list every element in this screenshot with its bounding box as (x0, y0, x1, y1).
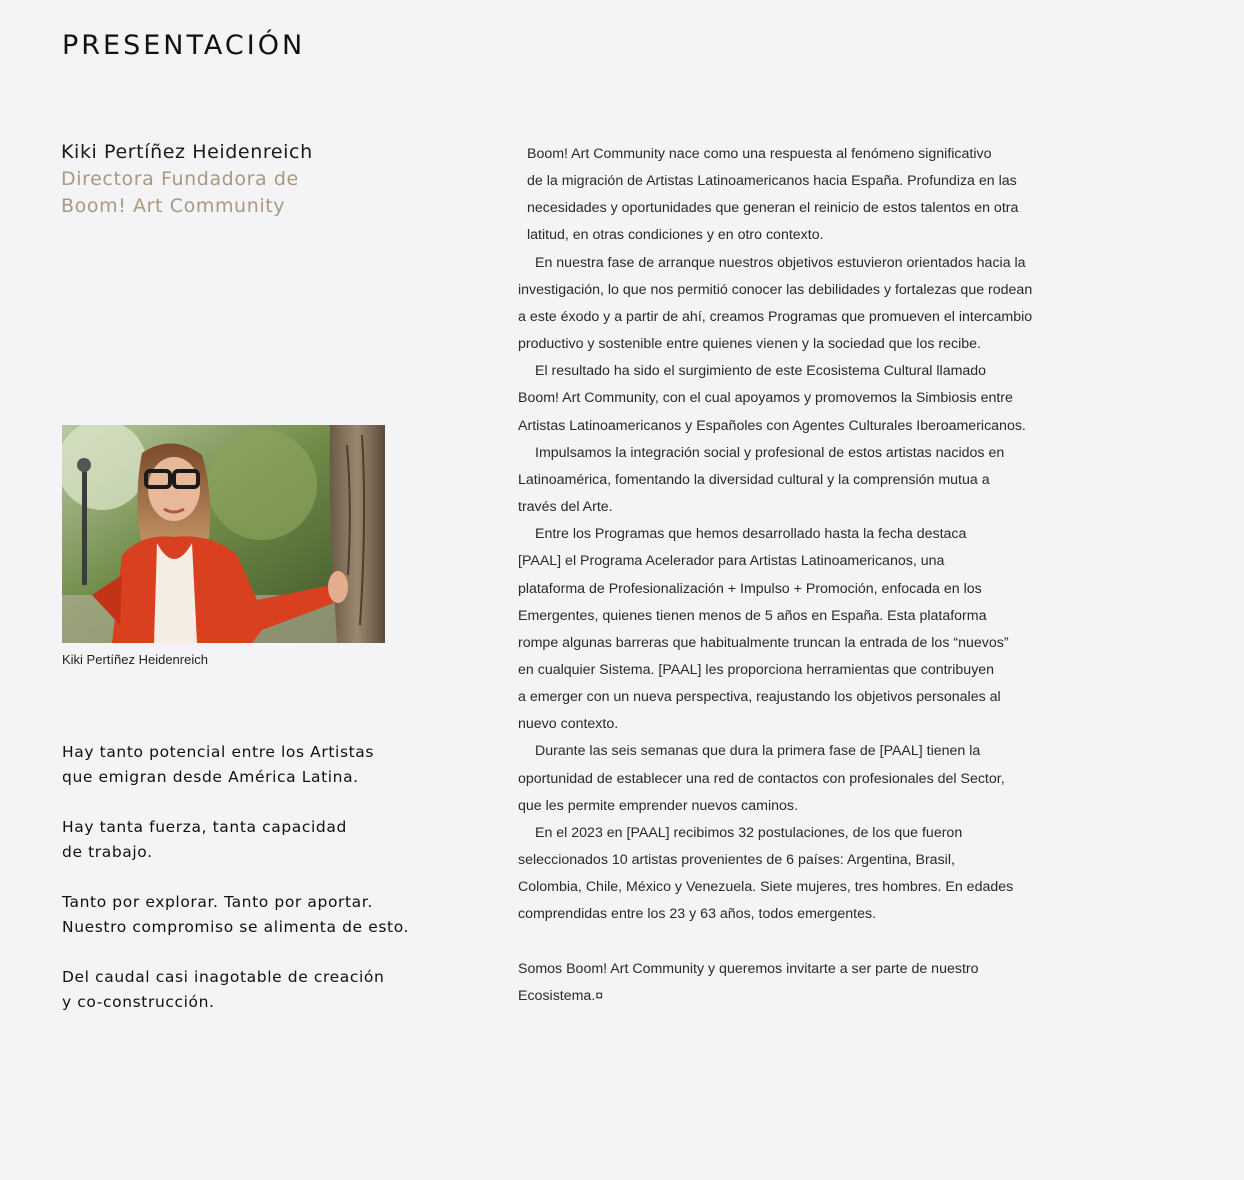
photo-caption: Kiki Pertíñez Heidenreich (62, 652, 208, 667)
author-role: Directora Fundadora de Boom! Art Community (61, 168, 299, 217)
quote: Del caudal casi inagotable de creación y co-construcción. (62, 968, 385, 1011)
body-paragraph: Boom! Art Community nace como una respuesta al fenómeno significativo de la migración de Artistas Latinoamericanos hacia España. Profundiza en las necesidades y oportunidades que generan el reinicio de estos talentos en otra latitud, en otras condiciones y en otro contexto. (527, 146, 1019, 244)
author-photo (62, 425, 385, 643)
quote: Hay tanto potencial entre los Artistas que emigran desde América Latina. (62, 743, 375, 786)
body-paragraph: Impulsamos la integración social y profesional de estos artistas nacidos en Latinoamérica, fomentando la diversidad cultural y la comprensión mutua a través del Arte. (518, 444, 1005, 516)
author-name: Kiki Pertíñez Heidenreich (61, 141, 313, 163)
quote: Tanto por explorar. Tanto por aportar. Nuestro compromiso se alimenta de esto. (62, 893, 410, 936)
author-block (61, 139, 313, 220)
body-paragraph: Entre los Programas que hemos desarrollado hasta la fecha destaca [PAAL] el Programa Acelerador para Artistas Latinoamericanos, una plataforma de Profesionalización + Impulso + Promoción, enfocada en los Emergentes, quienes tienen menos de 5 años en España. Esta plataforma rompe algunas barreras que habitualmente truncan la entrada de los “nuevos” en cualquier Sistema. [PAAL] les proporciona herramientas que contribuyen a emerger con un nueva perspectiva, reajustando los objetivos personales al nuevo contexto. (518, 526, 1009, 733)
body-paragraph: En el 2023 en [PAAL] recibimos 32 postulaciones, de los que fueron seleccionados 10 artistas provenientes de 6 países: Argentina, Brasil, Colombia, Chile, México y Venezuela. Siete mujeres, tres hombres. En edades comprendidas entre los 23 y 63 años, todos emergentes. (518, 824, 1014, 923)
body-text (518, 141, 1063, 1010)
quote: Hay tanta fuerza, tanta capacidad de trabajo. (62, 818, 347, 861)
body-paragraph: En nuestra fase de arranque nuestros objetivos estuvieron orientados hacia la investigación, lo que nos permitió conocer las debilidades y fortalezas que rodean a este éxodo y a partir de ahí, creamos Programas que promueven el intercambio productivo y sostenible entre quienes vienen y la sociedad que los recibe. (518, 254, 1033, 353)
page-title: PRESENTACIÓN (62, 30, 306, 61)
body-paragraph: El resultado ha sido el surgimiento de este Ecosistema Cultural llamado Boom! Art Community, con el cual apoyamos y promovemos la Simbiosis entre Artistas Latinoamericanos y Españoles con Agentes Culturales Iberoamericanos. (518, 363, 1026, 434)
body-paragraph: Durante las seis semanas que dura la primera fase de [PAAL] tienen la oportunidad de establecer una red de contactos con profesionales del Sector, que les permite emprender nuevos caminos. (518, 743, 1005, 814)
closing-paragraph: Somos Boom! Art Community y queremos invitarte a ser parte de nuestro Ecosistema.¤ (518, 960, 979, 1004)
quotes-block (62, 740, 462, 1040)
